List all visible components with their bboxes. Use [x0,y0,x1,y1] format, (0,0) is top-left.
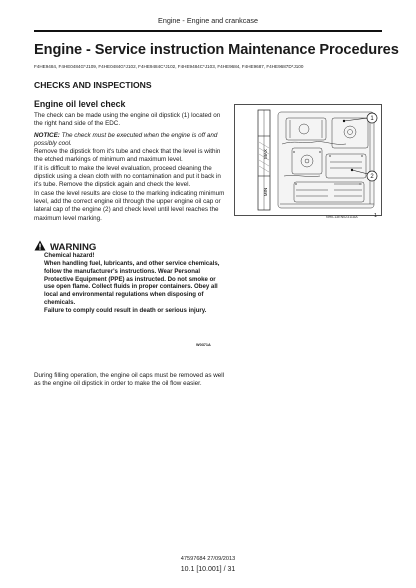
engine-oil-dipstick-figure [234,104,382,216]
header-rule [34,30,382,32]
warning-title: WARNING [50,241,97,253]
subsection-heading: Engine oil level check [34,99,126,109]
figure-caption-code: NHIL13EN02311AA [326,215,358,219]
procedure-text [34,112,226,223]
paragraph-filling: During filling operation, the engine oil caps must be removed as well as the engine oil dipstick in order to make the oil flow easier. [34,372,225,388]
notice [34,132,226,149]
figure-number: 1 [374,213,377,219]
dipstick-min-label: MIN [263,187,268,197]
footer-document-code: 47597684 27/09/2013 [180,556,236,562]
paragraph-remove-dipstick: Remove the dipstick from it's tube and check that the level is within the etched markings of minimum and maximum level. [34,148,221,164]
engine-illustration [234,104,382,216]
warning-line: When handling fuel, lubricants, and other service chemicals, follow the manufacturer's instructions. Wear Personal Protective Equipment (PPE) as instructed. Do not smoke or use open flame. Collect fluids in proper containers. Obey all local and environmental regulations when disposing of chemicals. [44,259,220,307]
callout-2-label: 2 [370,174,374,181]
model-list: F4HE9484, F4HE0484G*J109, F4HE0484G*J102, F4HE9484C*J102, F4HE9484C*J103, F4HE9684, F4HE9687, F4HE9687D*J100 [34,64,304,69]
warning-body [44,252,220,315]
dipstick-max-label: MAX [263,149,268,159]
page-title: Engine - Service instruction Maintenance Procedures [34,42,399,58]
footer-page-number: 10.1 [10.001] / 31 [180,566,236,573]
running-head: Engine - Engine and crankcase [158,16,258,25]
section-heading: CHECKS AND INSPECTIONS [34,80,152,90]
notice-text: The check must be executed when the engine is off and possibly cool. [34,131,218,147]
warning-line: Failure to comply could result in death or serious injury. [44,306,207,314]
paragraph-cleaning: If it is difficult to make the level evaluation, proceed cleaning the dipstick using a clean cloth with no contamination and put it back in it's tube. Remove the dipstick again and check the level. [34,164,221,189]
callout-1-label: 1 [370,116,374,123]
paragraph-add-oil: In case the level results are close to the marking indicating minimum level, add the correct engine oil through the upper engine oil cap or lateral cap of the engine (2) and check level until level reaches the maximum level marking. [34,189,225,222]
paragraph-dipstick-location: The check can be made using the engine oil dipstick (1) located on the right hand side of the EDC. [34,112,221,128]
warning-code: W0371A [196,343,211,347]
warning-line: Chemical hazard! [44,252,95,259]
notice-label: NOTICE: [34,131,60,139]
